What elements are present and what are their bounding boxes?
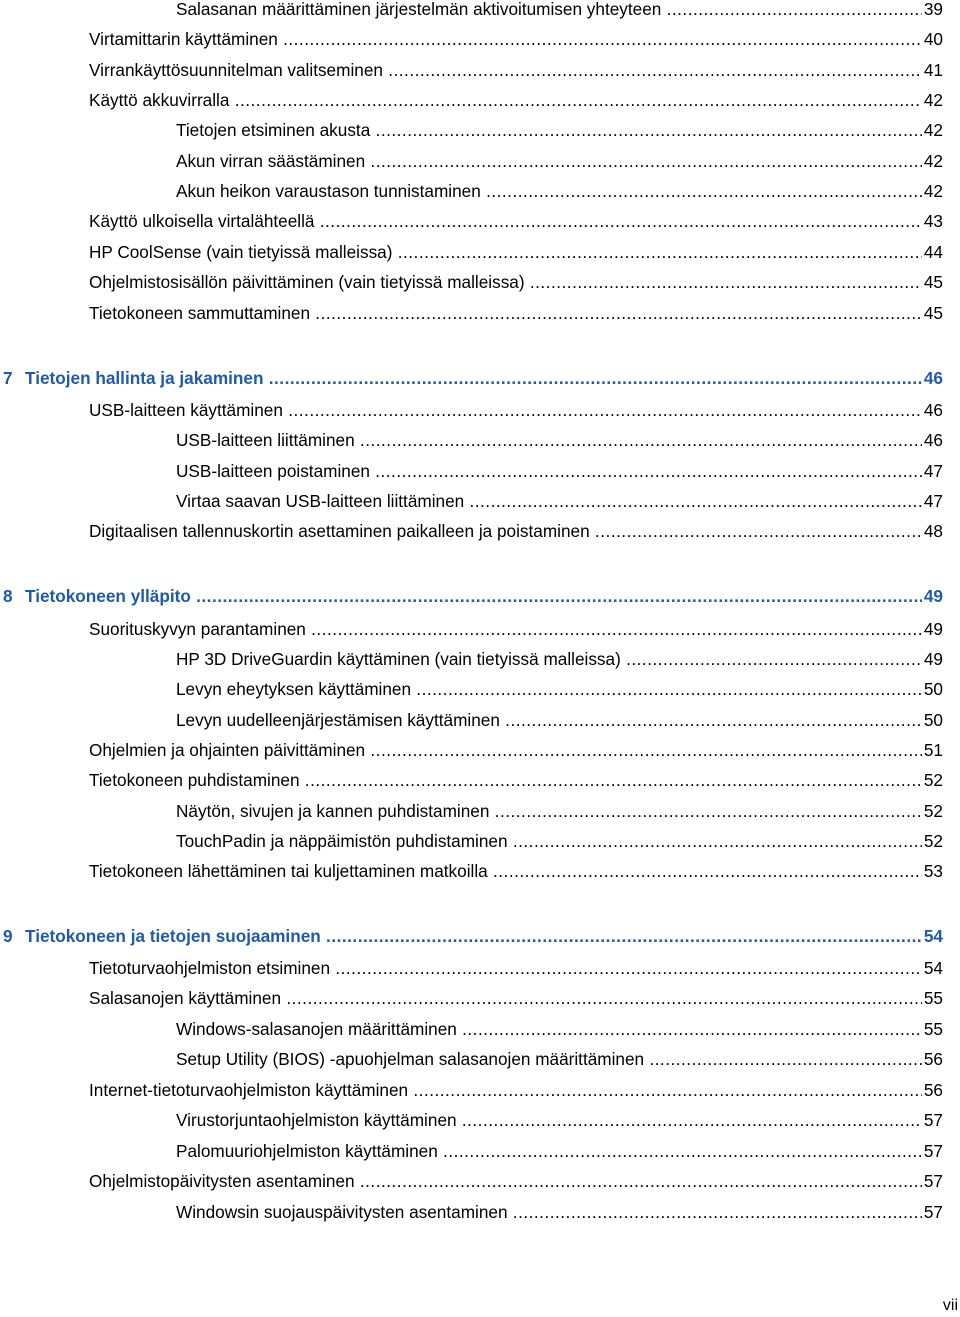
toc-entry-title [0, 240, 943, 264]
toc-entry-label: Akun heikon varaustason tunnistaminen [176, 181, 481, 201]
toc-entry-label: Ohjelmistosisällön päivittäminen (vain tietyissä malleissa) [89, 272, 525, 292]
toc-entry[interactable] [0, 179, 943, 203]
toc-entry[interactable] [0, 617, 943, 641]
toc-entry[interactable] [0, 240, 943, 264]
toc-entry[interactable] [0, 738, 943, 762]
toc-entry-label: Windowsin suojauspäivitysten asentaminen [176, 1202, 508, 1222]
toc-chapter-entry[interactable] [0, 366, 943, 390]
toc-page-number: 49 [923, 619, 943, 639]
toc-entry-title [0, 88, 943, 112]
toc-entry-label: HP CoolSense (vain tietyissä malleissa) [89, 242, 393, 262]
toc-entry-label: Palomuuriohjelmiston käyttäminen [176, 1141, 438, 1161]
toc-page-number: 43 [923, 211, 943, 231]
toc-entry-title [0, 768, 943, 792]
toc-entry-title [0, 27, 943, 51]
toc-entry-label: Setup Utility (BIOS) -apuohjelman salasanojen määrittäminen [176, 1049, 645, 1069]
toc-page-number: 56 [923, 1049, 943, 1069]
toc-entry-title [0, 270, 943, 294]
toc-entry-title [0, 118, 943, 142]
chapter-number: 8 [3, 586, 13, 606]
toc-page-number: 42 [923, 120, 943, 140]
toc-entry[interactable] [0, 118, 943, 142]
toc-entry[interactable] [0, 88, 943, 112]
toc-chapter-entry[interactable] [0, 584, 943, 608]
toc-page-number: 41 [923, 60, 943, 80]
toc-entry[interactable] [0, 489, 943, 513]
toc-entry-title [0, 1047, 943, 1071]
toc-entry[interactable] [0, 209, 943, 233]
toc-page-number: 57 [923, 1202, 943, 1222]
toc-page-number: 45 [923, 272, 943, 292]
toc-entry[interactable] [0, 986, 943, 1010]
toc-entry-title [0, 366, 943, 390]
toc-entry-title [0, 677, 943, 701]
toc-entry[interactable] [0, 459, 943, 483]
toc-entry-title [0, 986, 943, 1010]
toc-page-number: 53 [923, 861, 943, 881]
toc-entry-label: Ohjelmien ja ohjainten päivittäminen [89, 740, 366, 760]
toc-page-number: 48 [923, 521, 943, 541]
toc-entry-label: Internet-tietoturvaohjelmiston käyttäminen [89, 1080, 409, 1100]
toc-entry-label: USB-laitteen käyttäminen [89, 400, 283, 420]
toc-entry-label: Tietokoneen lähettäminen tai kuljettaminen matkoilla [89, 861, 488, 881]
toc-page-number: 46 [923, 368, 943, 388]
toc-entry-label: Salasanan määrittäminen järjestelmän aktivoitumisen yhteyteen [176, 0, 662, 19]
toc-entry-title [0, 428, 943, 452]
toc-page-number: 45 [923, 303, 943, 323]
toc-page-number: 47 [923, 491, 943, 511]
toc-entry-label: Levyn eheytyksen käyttäminen [176, 679, 412, 699]
toc-entry-title [0, 859, 943, 883]
toc-page-number: 42 [923, 90, 943, 110]
toc-entry-title [0, 0, 943, 21]
toc-entry-label: Digitaalisen tallennuskortin asettaminen paikalleen ja poistaminen [89, 521, 590, 541]
toc-entry-title [0, 301, 943, 325]
toc-page-number: 51 [923, 740, 943, 760]
toc-entry-label: Näytön, sivujen ja kannen puhdistaminen [176, 801, 490, 821]
toc-page-number: 52 [923, 801, 943, 821]
toc-entry-label: Virrankäyttösuunnitelman valitseminen [89, 60, 383, 80]
toc-entry-title [0, 398, 943, 422]
toc-page-number: 57 [923, 1141, 943, 1161]
toc-entry[interactable] [0, 799, 943, 823]
toc-entry-title [0, 459, 943, 483]
toc-page-number: 46 [923, 400, 943, 420]
toc-entry-label: Salasanojen käyttäminen [89, 988, 282, 1008]
toc-entry-label: Tietojen etsiminen akusta [176, 120, 371, 140]
toc-entry[interactable] [0, 647, 943, 671]
toc-entry[interactable] [0, 1047, 943, 1071]
toc-entry[interactable] [0, 428, 943, 452]
toc-page-number: 57 [923, 1110, 943, 1130]
toc-page-number: 50 [923, 710, 943, 730]
toc-entry[interactable] [0, 829, 943, 853]
toc-page-number: 50 [923, 679, 943, 699]
toc-entry-title [0, 1108, 943, 1132]
toc-entry-label: Käyttö ulkoisella virtalähteellä [89, 211, 315, 231]
toc-entry-title [0, 209, 943, 233]
toc-entry[interactable] [0, 1139, 943, 1163]
toc-entry-title [0, 1139, 943, 1163]
toc-entry[interactable] [0, 1078, 943, 1102]
toc-entry-label: Tietokoneen puhdistaminen [89, 770, 300, 790]
toc-entry-title [0, 1078, 943, 1102]
toc-entry-title [0, 584, 943, 608]
toc-entry-label: Ohjelmistopäivitysten asentaminen [89, 1171, 355, 1191]
toc-entry-title [0, 149, 943, 173]
toc-page-number: 55 [923, 988, 943, 1008]
page-number-folio: vii [942, 1297, 958, 1314]
toc-entry-title [0, 58, 943, 82]
toc-entry[interactable] [0, 270, 943, 294]
toc-entry-label: HP 3D DriveGuardin käyttäminen (vain tietyissä malleissa) [176, 649, 621, 669]
toc-entry-title [0, 489, 943, 513]
toc-entry[interactable] [0, 301, 943, 325]
toc-entry-title [0, 647, 943, 671]
toc-entry-label: USB-laitteen poistaminen [176, 461, 370, 481]
toc-page-number: 39 [922, 0, 943, 21]
toc-chapter-entry[interactable] [0, 924, 943, 948]
toc-entry-label: Akun virran säästäminen [176, 151, 366, 171]
toc-page-number: 47 [923, 461, 943, 481]
toc-entry-title [0, 1169, 943, 1193]
toc-page-number: 49 [923, 586, 943, 606]
toc-entry-label: Tietojen hallinta ja jakaminen [25, 368, 264, 388]
toc-entry-label: Virtaa saavan USB-laitteen liittäminen [176, 491, 465, 511]
toc-page-number: 57 [923, 1171, 943, 1191]
toc-page-number: 49 [923, 649, 943, 669]
chapter-number: 7 [3, 368, 13, 388]
toc-page-number: 52 [923, 770, 943, 790]
toc-entry[interactable] [0, 768, 943, 792]
toc-page-number: 55 [923, 1019, 943, 1039]
toc-entry-title [0, 956, 943, 980]
toc-entry-label: Virustorjuntaohjelmiston käyttäminen [176, 1110, 457, 1130]
toc-entry-title [0, 829, 943, 853]
toc-entry-label: Windows-salasanojen määrittäminen [176, 1019, 457, 1039]
toc-entry-label: Levyn uudelleenjärjestämisen käyttäminen [176, 710, 500, 730]
toc-entry-title [0, 617, 943, 641]
toc-entry-title [0, 519, 943, 543]
toc-entry[interactable] [0, 677, 943, 701]
toc-entry-title [0, 738, 943, 762]
toc-entry-label: TouchPadin ja näppäimistön puhdistaminen [176, 831, 508, 851]
chapter-number: 9 [3, 926, 13, 946]
toc-entry[interactable] [0, 956, 943, 980]
toc-entry[interactable] [0, 1017, 943, 1041]
toc-entry-title [0, 924, 943, 948]
toc-entry[interactable] [0, 27, 943, 51]
toc-entry-label: Tietokoneen ja tietojen suojaaminen [25, 926, 321, 946]
toc-entry-title [0, 799, 943, 823]
toc-page-number: 42 [923, 151, 943, 171]
toc-entry-label: USB-laitteen liittäminen [176, 430, 355, 450]
toc-entry[interactable] [0, 58, 943, 82]
toc-entry[interactable] [0, 149, 943, 173]
toc-entry-label: Virtamittarin käyttäminen [89, 29, 278, 49]
toc-entry[interactable] [0, 1108, 943, 1132]
toc-entry-label: Suorituskyvyn parantaminen [89, 619, 306, 639]
toc-page-number: 40 [923, 29, 943, 49]
toc-entry[interactable] [0, 398, 943, 422]
toc-entry[interactable] [0, 1200, 943, 1224]
toc-page-number: 46 [923, 430, 943, 450]
toc-entry[interactable] [0, 708, 943, 732]
toc-entry-title [0, 1200, 943, 1224]
toc-page-number: 52 [923, 831, 943, 851]
toc-page-number: 54 [923, 926, 943, 946]
toc-entry-title [0, 708, 943, 732]
toc-entry-label: Tietokoneen ylläpito [25, 586, 191, 606]
toc-entry[interactable] [0, 0, 943, 21]
toc-page-number: 42 [923, 181, 943, 201]
toc-entry-label: Käyttö akkuvirralla [89, 90, 230, 110]
toc-page-number: 56 [923, 1080, 943, 1100]
toc-entry-label: Tietokoneen sammuttaminen [89, 303, 311, 323]
toc-entry-title [0, 1017, 943, 1041]
toc-page-number: 44 [923, 242, 943, 262]
toc-entry[interactable] [0, 519, 943, 543]
toc-page-number: 54 [923, 958, 943, 978]
toc-entry-label: Tietoturvaohjelmiston etsiminen [89, 958, 331, 978]
toc-entry[interactable] [0, 1169, 943, 1193]
toc-entry-title [0, 179, 943, 203]
toc-entry[interactable] [0, 859, 943, 883]
